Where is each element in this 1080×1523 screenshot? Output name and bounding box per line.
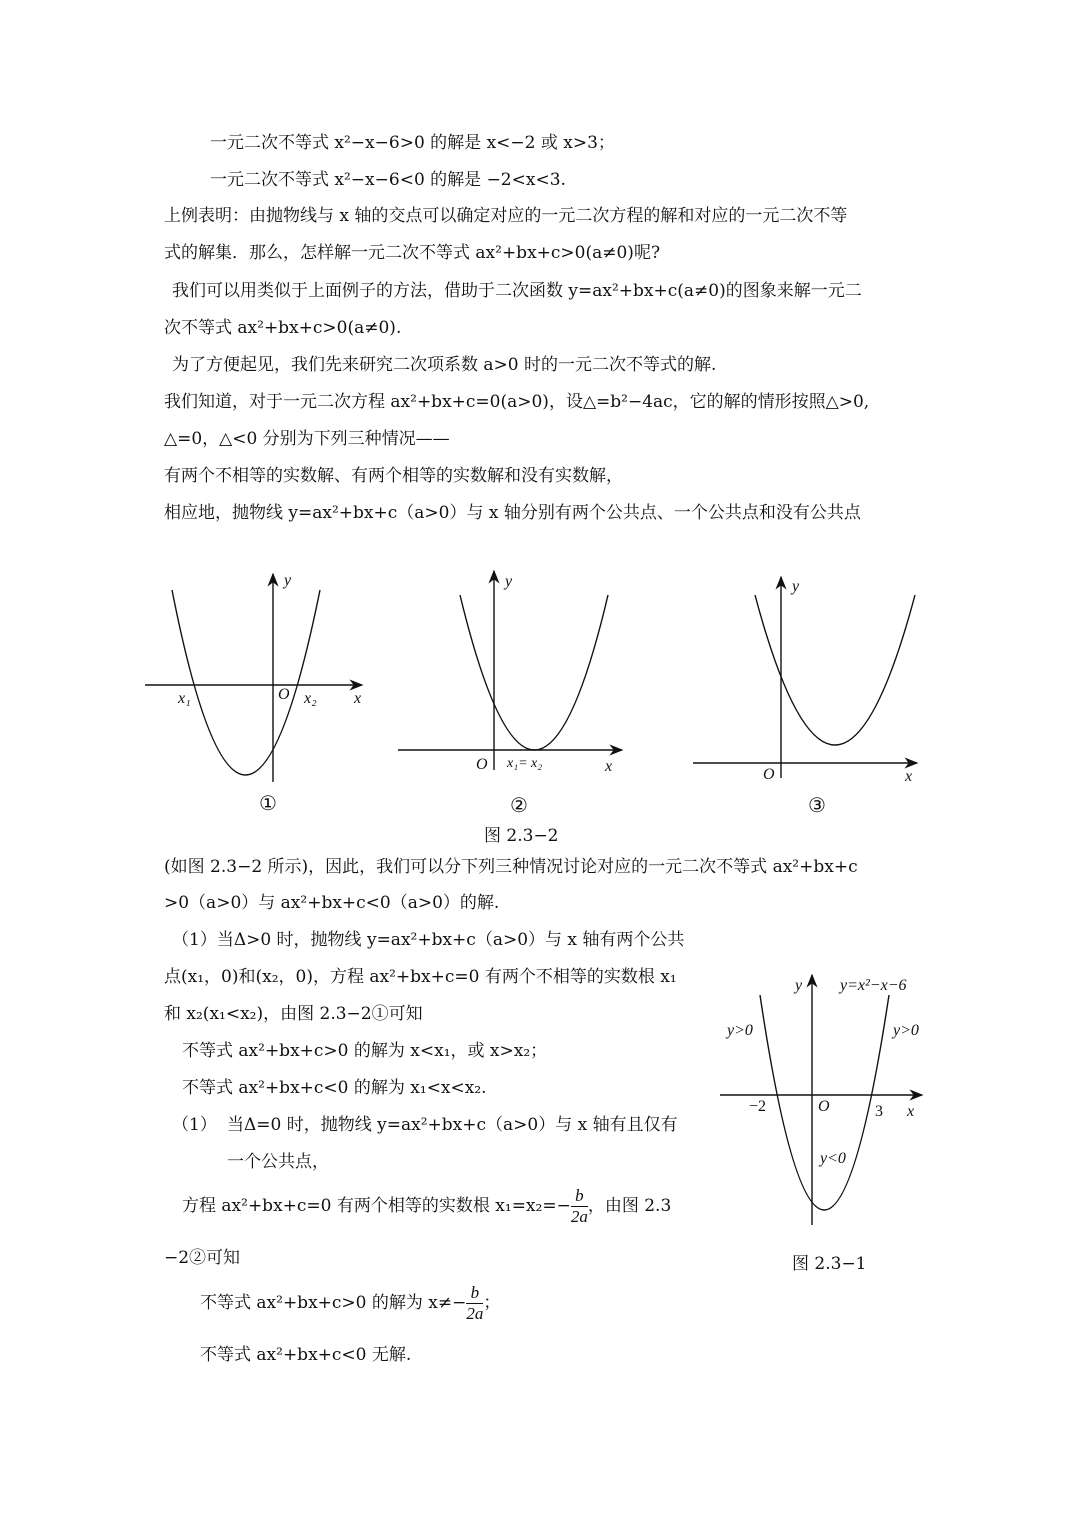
panel2-origin-label: O (476, 756, 488, 773)
panel1-y-label: y (284, 572, 292, 589)
text-line: 和 x₂(x₁<x₂)，由图 2.3−2①可知 (164, 1004, 423, 1024)
text-line: 一个公共点， (227, 1152, 329, 1172)
panel3-origin-label: O (763, 766, 775, 783)
text-line: （1）当Δ>0 时，抛物线 y=ax²+bx+c（a>0）与 x 轴有两个公共 (172, 930, 685, 950)
panel2-y-label: y (505, 573, 513, 590)
text-line: −2②可知 (164, 1248, 241, 1268)
fig231-origin-label: O (818, 1098, 830, 1115)
text-segment: ，由图 2.3 (587, 1196, 672, 1216)
panel3-parabola (755, 595, 915, 745)
text-line: >0（a>0）与 ax²+bx+c<0（a>0）的解. (164, 893, 500, 913)
panel3-x-label: x (905, 768, 913, 785)
text-line: 点(x₁，0)和(x₂，0)，方程 ax²+bx+c=0 有两个不相等的实数根 x₁ (164, 967, 677, 987)
figure-2-3-1-caption: 图 2.3−1 (792, 1254, 867, 1274)
text-segment: ； (483, 1293, 501, 1313)
panel2-root-label: x₁= x₂ (507, 756, 543, 771)
text-line: 一元二次不等式 x²−x−6<0 的解是 −2<x<3. (210, 170, 566, 190)
text-segment: 方程 ax²+bx+c=0 有两个相等的实数根 x₁=x₂=− (182, 1196, 571, 1216)
fig231-right-region: y>0 (893, 1022, 919, 1039)
text-line: 上例表明：由抛物线与 x 轴的交点可以确定对应的一元二次方程的解和对应的一元二次不等 (164, 206, 848, 226)
text-line: 当Δ=0 时，抛物线 y=ax²+bx+c（a>0）与 x 轴有且仅有 (227, 1115, 678, 1135)
panel1-marker: ① (259, 791, 277, 815)
panel1-x-label: x (354, 690, 362, 707)
panel1-origin-label: O (278, 686, 290, 703)
panel1-x1-label: x₁ (178, 690, 191, 707)
fig231-equation: y=x²−x−6 (840, 977, 907, 994)
text-line: 一元二次不等式 x²−x−6>0 的解是 x<−2 或 x>3； (210, 133, 615, 153)
text-segment: 不等式 ax²+bx+c>0 的解为 x≠− (200, 1293, 467, 1313)
panel2-marker: ② (510, 793, 528, 817)
fig231-y-label: y (795, 977, 803, 994)
panel1-x2-label: x₂ (304, 690, 317, 707)
panel1-parabola (172, 590, 320, 775)
fraction-numerator: b (466, 1283, 483, 1304)
text-line: 我们知道，对于一元二次方程 ax²+bx+c=0(a>0)，设△=b²−4ac，它的解的情形按照△>0, (164, 392, 870, 412)
text-line: 相应地，抛物线 y=ax²+bx+c（a>0）与 x 轴分别有两个公共点、一个公共点和没有公共点 (164, 503, 861, 523)
fraction (466, 1283, 483, 1324)
text-line: 为了方便起见，我们先来研究二次项系数 a>0 时的一元二次不等式的解. (172, 355, 717, 375)
text-line: 我们可以用类似于上面例子的方法，借助于二次函数 y=ax²+bx+c(a≠0)的图象来解一元二 (172, 281, 862, 301)
fig231-left-region: y>0 (727, 1022, 753, 1039)
panel2-x-label: x (605, 758, 613, 775)
panel3-marker: ③ (808, 793, 826, 817)
fig231-below-region: y<0 (820, 1150, 846, 1167)
fig231-left-root: −2 (749, 1098, 767, 1115)
text-line: 不等式 ax²+bx+c>0 的解为 x<x₁，或 x>x₂； (182, 1041, 548, 1061)
fraction-denominator: 2a (570, 1207, 588, 1226)
fig231-right-root: 3 (875, 1103, 883, 1120)
fraction-denominator: 2a (466, 1304, 484, 1323)
text-line: 式的解集．那么，怎样解一元二次不等式 ax²+bx+c>0(a≠0)呢? (164, 243, 661, 263)
text-line (182, 1186, 671, 1227)
text-line: (如图 2.3−2 所示)，因此，我们可以分下列三种情况讨论对应的一元二次不等式 ax²+bx+c (164, 857, 858, 877)
panel3-y-label: y (792, 578, 800, 595)
text-line: 不等式 ax²+bx+c<0 的解为 x₁<x<x₂. (182, 1078, 487, 1098)
text-line: 次不等式 ax²+bx+c>0(a≠0). (164, 318, 402, 338)
text-line: （1） (172, 1115, 217, 1135)
text-line: △=0，△<0 分别为下列三种情况—— (164, 429, 450, 449)
text-line: 有两个不相等的实数解、有两个相等的实数解和没有实数解， (164, 466, 623, 486)
text-line: 不等式 ax²+bx+c<0 无解. (200, 1345, 412, 1365)
figure-2-3-2-caption: 图 2.3−2 (484, 826, 559, 846)
text-line (200, 1283, 500, 1324)
fraction (571, 1186, 588, 1227)
fraction-numerator: b (571, 1186, 588, 1207)
fig231-x-label: x (907, 1103, 915, 1120)
panel2-parabola (460, 595, 608, 750)
